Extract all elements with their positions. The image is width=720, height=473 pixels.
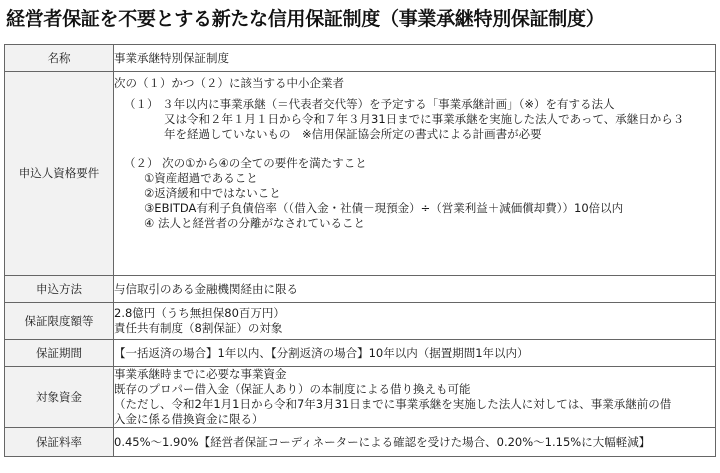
- row-value-limit: [114, 303, 716, 340]
- row-label-limit: 保証限度額等: [5, 303, 114, 340]
- row-value-name: 事業承継特別保証制度: [114, 45, 716, 72]
- table-row-requirements: [5, 72, 716, 276]
- funds-line: 事業承継時までに必要な事業資金: [114, 367, 287, 381]
- table-row-period: [5, 340, 716, 367]
- guarantee-spec-table: [4, 44, 716, 457]
- table-row-name: [5, 45, 716, 72]
- row-value-requirements: [114, 72, 716, 276]
- requirement-1-line: 又は令和２年１月１日から令和７年３月31日までに事業承継を実施した法人であって、承継日から３: [164, 112, 685, 126]
- row-label-name: 名称: [5, 45, 114, 72]
- table-row-method: [5, 276, 716, 303]
- table-row-limit: [5, 303, 716, 340]
- row-label-requirements: 申込人資格要件: [5, 72, 114, 276]
- requirement-2-item: ③EBITDA有利子負債倍率（（借入金・社債－現預金）÷（営業利益＋減価償却費））10倍以内: [144, 201, 624, 215]
- row-label-fee: 保証料率: [5, 428, 114, 457]
- limit-line: 責任共有制度（8割保証）の対象: [114, 321, 283, 335]
- table-row-funds: [5, 367, 716, 428]
- limit-line: 2.8億円（うち無担保80百万円）: [114, 306, 285, 320]
- table-row-fee: [5, 428, 716, 457]
- page-title: 経営者保証を不要とする新たな信用保証制度（事業承継特別保証制度）: [6, 8, 605, 30]
- funds-line: （ただし、令和2年1月1日から令和7年3月31日までに事業承継を実施した法人に対しては、事業承継前の借: [114, 397, 672, 411]
- funds-line: 既存のプロパー借入金（保証人あり）の本制度による借り換えも可能: [114, 382, 471, 396]
- requirement-2-head: （２） 次の①から④の全ての要件を満たすこと: [124, 156, 367, 170]
- row-label-funds: 対象資金: [5, 367, 114, 428]
- requirements-intro: 次の（１）かつ（２）に該当する中小企業者: [114, 76, 344, 90]
- row-label-method: 申込方法: [5, 276, 114, 303]
- funds-line: 入金に係る借換資金に限る）: [114, 412, 264, 426]
- row-value-funds: [114, 367, 716, 428]
- row-value-period: 【一括返済の場合】1年以内、【分割返済の場合】10年以内（据置期間1年以内）: [114, 340, 716, 367]
- requirement-1-line: （１） ３年以内に事業承継（＝代表者交代等）を予定する「事業承継計画」（※）を有する法人: [124, 97, 615, 111]
- requirement-2-item: ②返済緩和中ではないこと: [144, 186, 281, 200]
- requirement-2-item: ④ 法人と経営者の分離がなされていること: [144, 216, 365, 230]
- requirement-1-line: 年を経過していないもの ※信用保証協会所定の書式による計画書が必要: [164, 127, 542, 141]
- row-value-fee: 0.45%～1.90%【経営者保証コーディネーターによる確認を受けた場合、0.20%～1.15%に大幅軽減】: [114, 428, 716, 457]
- row-label-period: 保証期間: [5, 340, 114, 367]
- requirement-2-item: ①資産超過であること: [144, 171, 258, 185]
- row-value-method: 与信取引のある金融機関経由に限る: [114, 276, 716, 303]
